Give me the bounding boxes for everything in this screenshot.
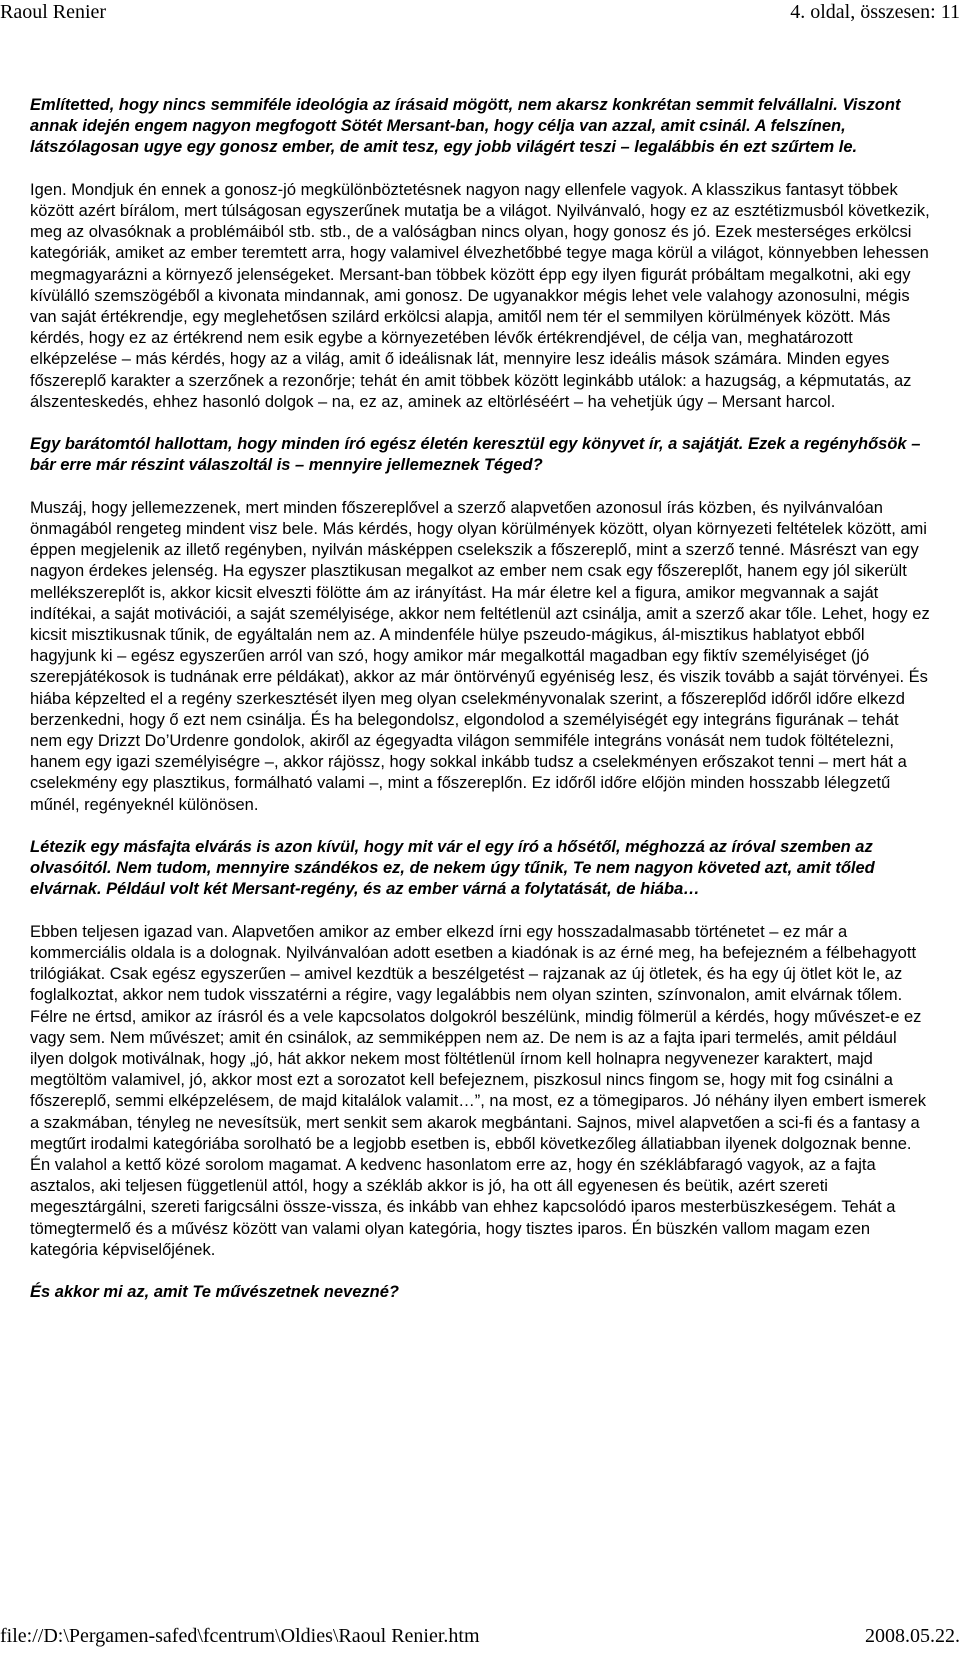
footer-file-path: file://D:\Pergamen-safed\fcentrum\Oldies\Raoul Renier.htm — [0, 1625, 480, 1647]
header-author: Raoul Renier — [0, 1, 107, 23]
page-header — [0, 0, 960, 30]
interview-question: Említetted, hogy nincs semmiféle ideológia az írásaid mögött, nem akarsz konkrétan semmit felvállalni. Viszont annak idején engem nagyon megfogott Sötét Mersant-ban, hogy célja van azzal, amit csinál. A felszínen, látszólagosan ugye egy gonosz ember, de amit tesz, egy jobb világért teszi – legalábbis én ezt szűrtem le. — [30, 96, 901, 157]
interview-content — [30, 95, 935, 1325]
interview-answer: Ebben teljesen igazad van. Alapvetően amikor az ember elkezd írni egy hosszadalmasabb történetet – ez már a kommerciális oldala is a dolognak. Nyilvánvalóan adott esetben a kiadónak is az érné meg, ha befejezném a félbehagyott trilógiákat. Csak egész egyszerűen – amivel kezdtük a beszélgetést – rajzanak az új ötletek, és ha egy új ötlet köt le, az foglalkoztat, akkor nem tudok visszatérni a régire, vagy legalábbis nem olyan szinten, színvonalon, amit elvárnak tőlem. Félre ne értsd, amikor az írásról és a vele kapcsolatos dolgokról beszélünk, mindig fölmerül a kérdés, hogy művészet-e ez vagy sem. Nem művészet; amit én csinálok, az semmiképpen nem az. De nem is az a fajta ipari termelés, amit például ilyen dolgok motiválnak, hogy „jó, hát akkor nekem most föltétlenül írnom kell holnapra negyvenezer karaktert, majd megtöltöm valamivel, jó, akkor most ezt a sorozatot kell befejeznem, piszkosul nincs fingom se, hogy mit fog csinálni a főszereplő, semmi elképzelésem, de majd kitalálok valamit…”, na most, ez a tömegiparos. Jó néhány ilyen embert ismerek a szakmában, tényleg ne nevesítsük, mert senkit sem akarok megbántani. Sajnos, mivel alapvetően a sci-fi és a fantasy a megtűrt irodalmi kategóriába sorolható be a legjobb esetben is, ebből következőleg állatiabban ilyenek dolgoznak benne. Én valahol a kettő közé sorolom magamat. A kedvenc hasonlatom erre az, hogy én széklábfaragó vagyok, az a fajta asztalos, aki teljesen függetlenül attól, hogy a székláb akkor is jó, ha ott áll egyenesen és beütik, azért szereti megesztárgálni, szereti farigcsálni össze-vissza, és inkább van ehhez kapcsolódó iparos mesterbüszkeségem. Tehát a tömegtermelő és a művész között van valami olyan kategória, hogy tisztes iparos. Én büszkén vallom magam ezen kategória képviselőjének. — [30, 922, 926, 1259]
interview-question: Egy barátomtól hallottam, hogy minden író egész életén keresztül egy könyvet ír, a sajátját. Ezek a regényhősök – bár erre már részint válaszoltál is – mennyire jellemeznek Téged? — [30, 435, 921, 475]
interview-question: És akkor mi az, amit Te művészetnek nevezné? — [30, 1283, 399, 1302]
interview-answer: Muszáj, hogy jellemezzenek, mert minden főszereplővel a szerző alapvetően azonosul írás közben, és nyilvánvalóan önmagából rengeteg mindent visz bele. Más kérdés, hogy olyan körülmények között, olyan környezeti feltételek között, ami éppen megjelenik az illető regényben, nyilván másképpen cselekszik a főszereplő, mint a szerző tenné. Másrészt van egy nagyon érdekes jelenség. Ha egyszer plasztikusan megalkot az ember nem csak egy főszereplőt, hanem egy jól sikerült mellékszereplőt is, akkor kicsit elveszti fölötte ám az irányítást. Ha már életre kel a figura, amikor megvannak a saját indítékai, a saját motivációi, a saját személyisége, akkor nem feltétlenül azt csinálja, amit a szerző akar tőle. Lehet, hogy ez kicsit misztikusnak tűnik, de egyáltalán nem az. A mindenféle hülye pszeudo-mágikus, ál-misztikus hablatyot ebből hagyjunk ki – egész egyszerűen arról van szó, hogy amikor már megalkottál magadban egy fiktív személyiséget (jó szerepjátékosok is tudnának erre példákat), akkor az már öntörvényű egyéniség lesz, és viszik tovább a saját törvényei. És hiába képzelted el a regény szerkesztését ilyen meg olyan cselekményvonalak szerint, a főszereplőd időről időre elkezd berzenkedni, hogy ő ezt nem csinálja. És ha belegondolsz, elgondolod a személyiségét egy integráns figurának – tehát nem egy Drizzt Do’Urdenre gondolok, akiről az égegyadta világon semmiféle integráns vonását nem tudok föltételezni, hanem egy igazi személyiségre –, akkor rájössz, hogy sokkal inkább tudsz a cselekményen erőszakot tenni – mert hát a cselekmény egy plasztikus, formálható valami –, mint a főszereplőn. Ez időről időre előjön minden hosszabb lélegzetű műnél, regényeknél különösen. — [30, 498, 930, 814]
page-footer — [0, 1624, 960, 1654]
interview-answer: Igen. Mondjuk én ennek a gonosz-jó megkülönböztetésnek nagyon nagy ellenfele vagyok. A klasszikus fantasyt többek között azért bírálom, mert túlságosan egyszerűnek mutatja be a világot. Nyilvánvaló, hogy ez az esztétizmusból következik, meg az olvasóknak a problémáiból stb. stb., de a valóságban nincs olyan, hogy gonosz és jó. Ezek mesterséges erkölcsi kategóriák, amiket az ember teremtett arra, hogy valamivel élvezhetőbbé tegye maga körül a világot, könnyebben lehessen megmagyarázni a környező jelenségeket. Mersant-ban többek között épp egy ilyen figurát próbáltam megalkotni, aki egy kívülálló szemszögéből a kivonata mindannak, ami gonosz. De ugyanakkor mégis lehet vele valahogy azonosulni, mégis van saját értékrendje, egy meglehetősen szilárd erkölcsi alapja, amitől nem tér el semmilyen körülmények között. Más kérdés, hogy ez az értékrend nem esik egybe a környezetében lévők értékrendjével, de célja van, meghatározott elképzelése – más kérdés, hogy az a világ, amit ő ideálisnak lát, mennyire lesz ideális mások számára. Minden egyes főszereplő karakter a szerzőnek a rezonőrje; tehát én amit többek között leginkább utálok: a hazugság, a képmutatás, az álszenteskedés, ehhez hasonló dolgok – na, ez az, aminek az eltörléséért – ha vehetjük úgy – Mersant harcol. — [30, 180, 930, 411]
footer-date: 2008.05.22. — [865, 1625, 960, 1647]
interview-question: Létezik egy másfajta elvárás is azon kívül, hogy mit vár el egy író a hősétől, méghozzá az íróval szemben az olvasóitól. Nem tudom, mennyire szándékos ez, de nekem úgy tűnik, Te nem nagyon követed azt, amit tőled elvárnak. Például volt két Mersant-regény, és az ember várná a folytatását, de hiába… — [30, 838, 875, 899]
header-page-info: 4. oldal, összesen: 11 — [790, 1, 960, 23]
